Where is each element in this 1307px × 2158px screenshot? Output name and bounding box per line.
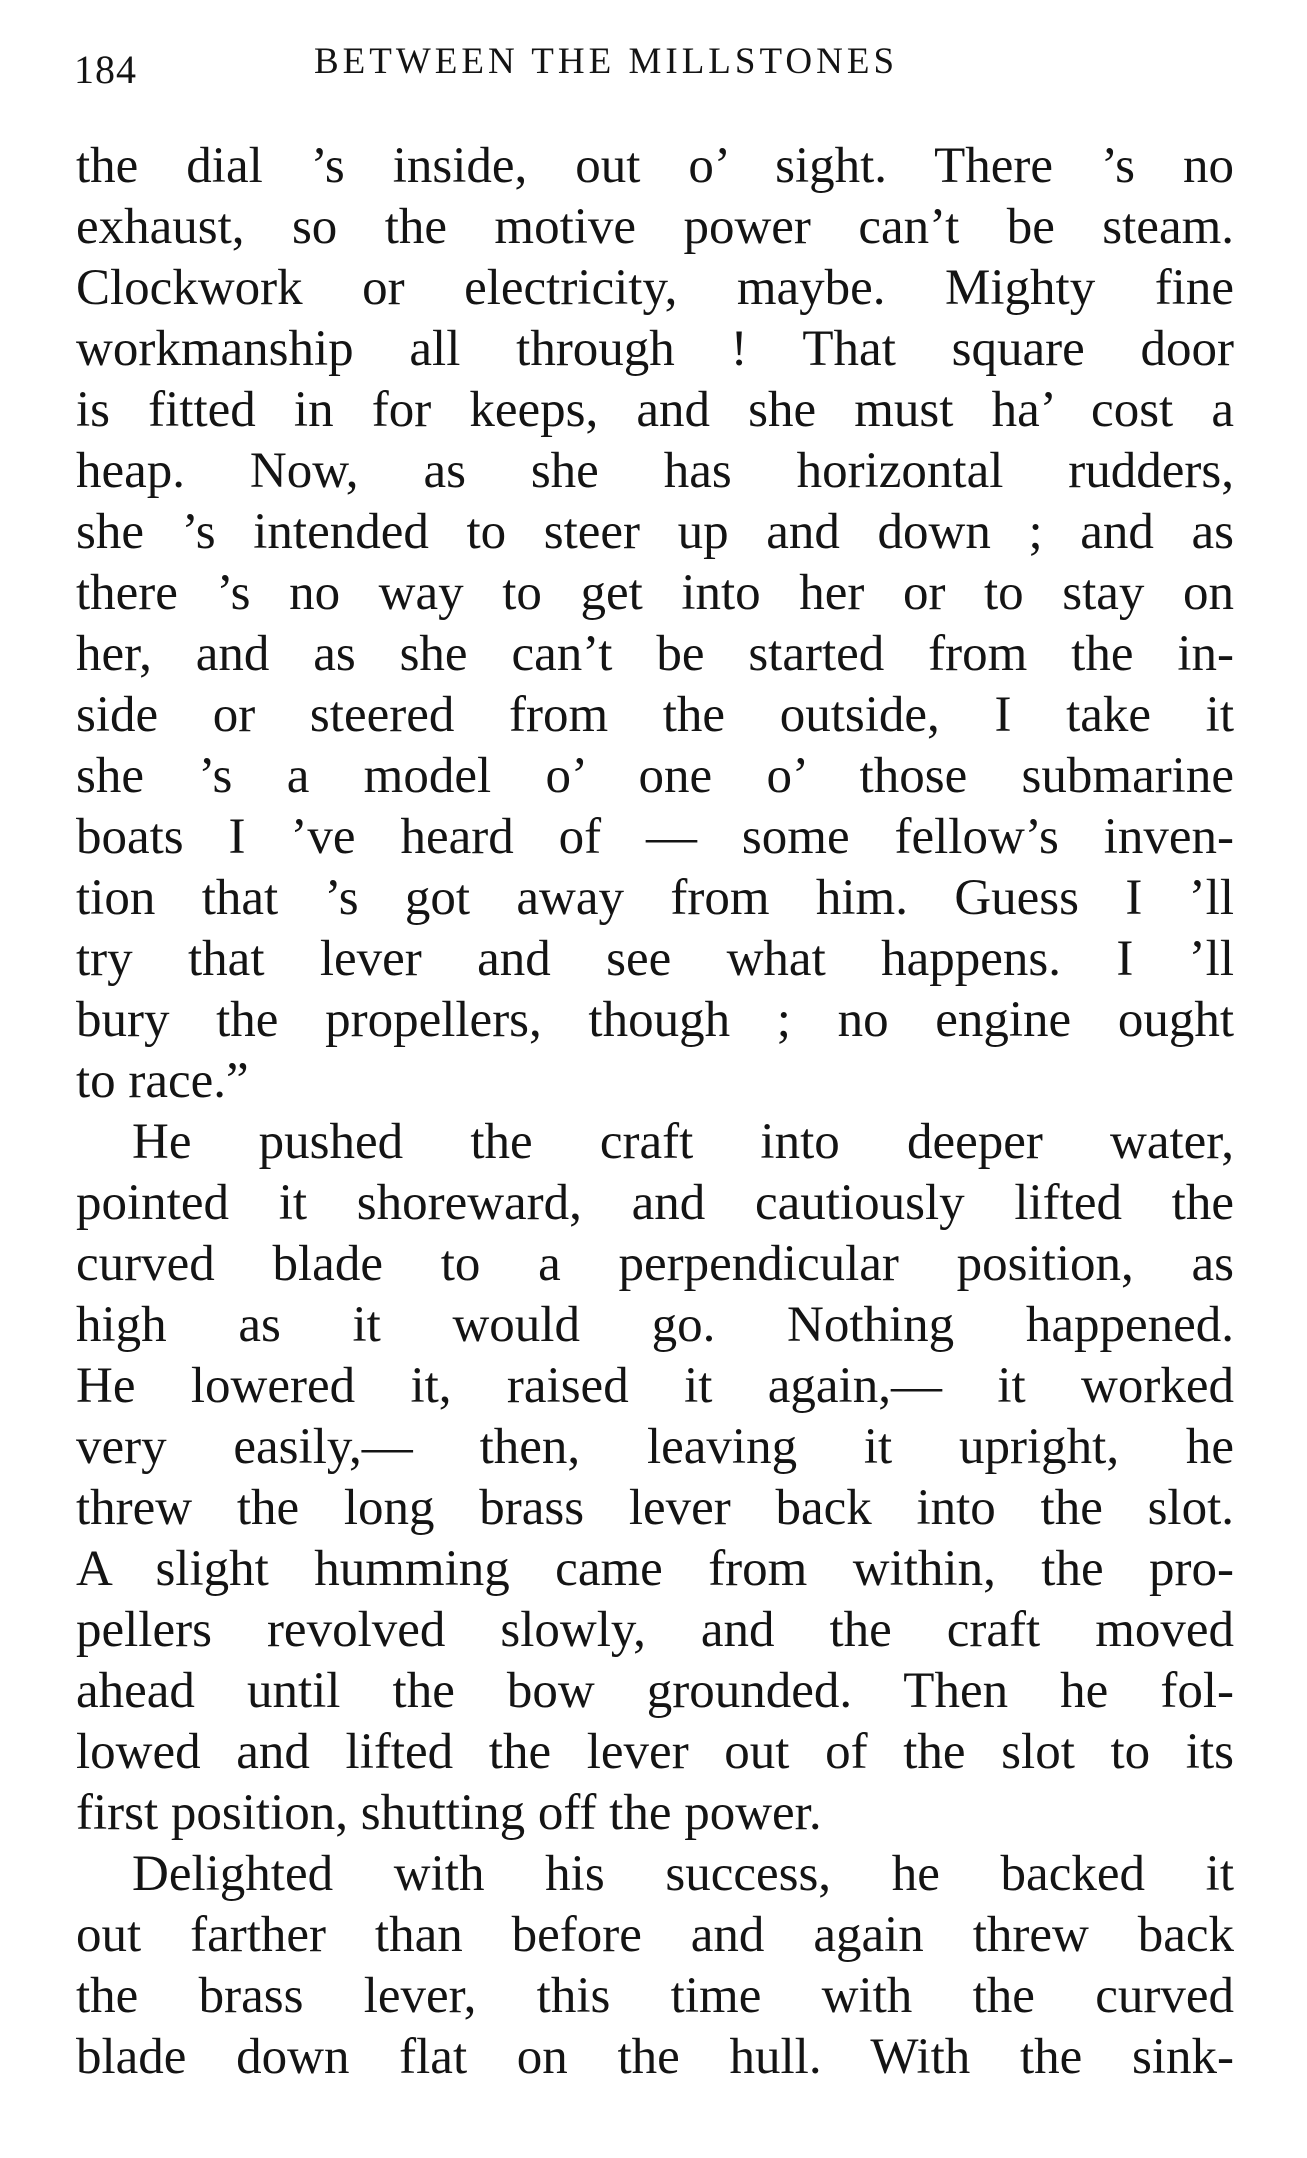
text-line: heap. Now, as she has horizontal rudders, — [76, 443, 1234, 499]
text-line: tion that ’s got away from him. Guess I ’ll — [76, 870, 1234, 926]
text-line: the brass lever, this time with the curved — [76, 1968, 1234, 2024]
text-line: blade down flat on the hull. With the sink- — [76, 2029, 1234, 2085]
text-line: threw the long brass lever back into the slot. — [76, 1480, 1234, 1536]
text-line: pointed it shoreward, and cautiously lifted the — [76, 1175, 1234, 1231]
text-line: her, and as she can’t be started from the in- — [76, 626, 1234, 682]
text-line: Clockwork or electricity, maybe. Mighty fine — [76, 260, 1234, 316]
text-line: A slight humming came from within, the pro- — [76, 1541, 1234, 1597]
text-line: there ’s no way to get into her or to stay on — [76, 565, 1234, 621]
text-line: curved blade to a perpendicular position, as — [76, 1236, 1234, 1292]
text-line: high as it would go. Nothing happened. — [76, 1297, 1234, 1353]
text-line: lowed and lifted the lever out of the slot to its — [76, 1724, 1234, 1780]
text-line: out farther than before and again threw back — [76, 1907, 1234, 1963]
text-line: the dial ’s inside, out o’ sight. There ’s no — [76, 138, 1234, 194]
text-line: exhaust, so the motive power can’t be steam. — [76, 199, 1234, 255]
running-title: BETWEEN THE MILLSTONES — [314, 41, 899, 82]
text-line: she ’s intended to steer up and down ; and as — [76, 504, 1234, 560]
text-line: try that lever and see what happens. I ’ll — [76, 931, 1234, 987]
text-line: side or steered from the outside, I take it — [76, 687, 1234, 743]
text-line: is fitted in for keeps, and she must ha’ cost a — [76, 382, 1234, 438]
text-line: Delighted with his success, he backed it — [132, 1846, 1234, 1902]
body-text — [76, 136, 1234, 2088]
page-number: 184 — [74, 47, 137, 92]
running-head — [74, 36, 1236, 100]
text-line: very easily,— then, leaving it upright, he — [76, 1419, 1234, 1475]
text-line: ahead until the bow grounded. Then he fol- — [76, 1663, 1234, 1719]
text-line: pellers revolved slowly, and the craft moved — [76, 1602, 1234, 1658]
text-line: He pushed the craft into deeper water, — [132, 1114, 1234, 1170]
text-line: He lowered it, raised it again,— it worked — [76, 1358, 1234, 1414]
text-line: workmanship all through ! That square door — [76, 321, 1234, 377]
text-line: boats I ’ve heard of — some fellow’s inven- — [76, 809, 1234, 865]
text-line: she ’s a model o’ one o’ those submarine — [76, 748, 1234, 804]
text-line: first position, shutting off the power. — [76, 1785, 822, 1841]
text-line: bury the propellers, though ; no engine ought — [76, 992, 1234, 1048]
text-line: to race.” — [76, 1053, 249, 1109]
